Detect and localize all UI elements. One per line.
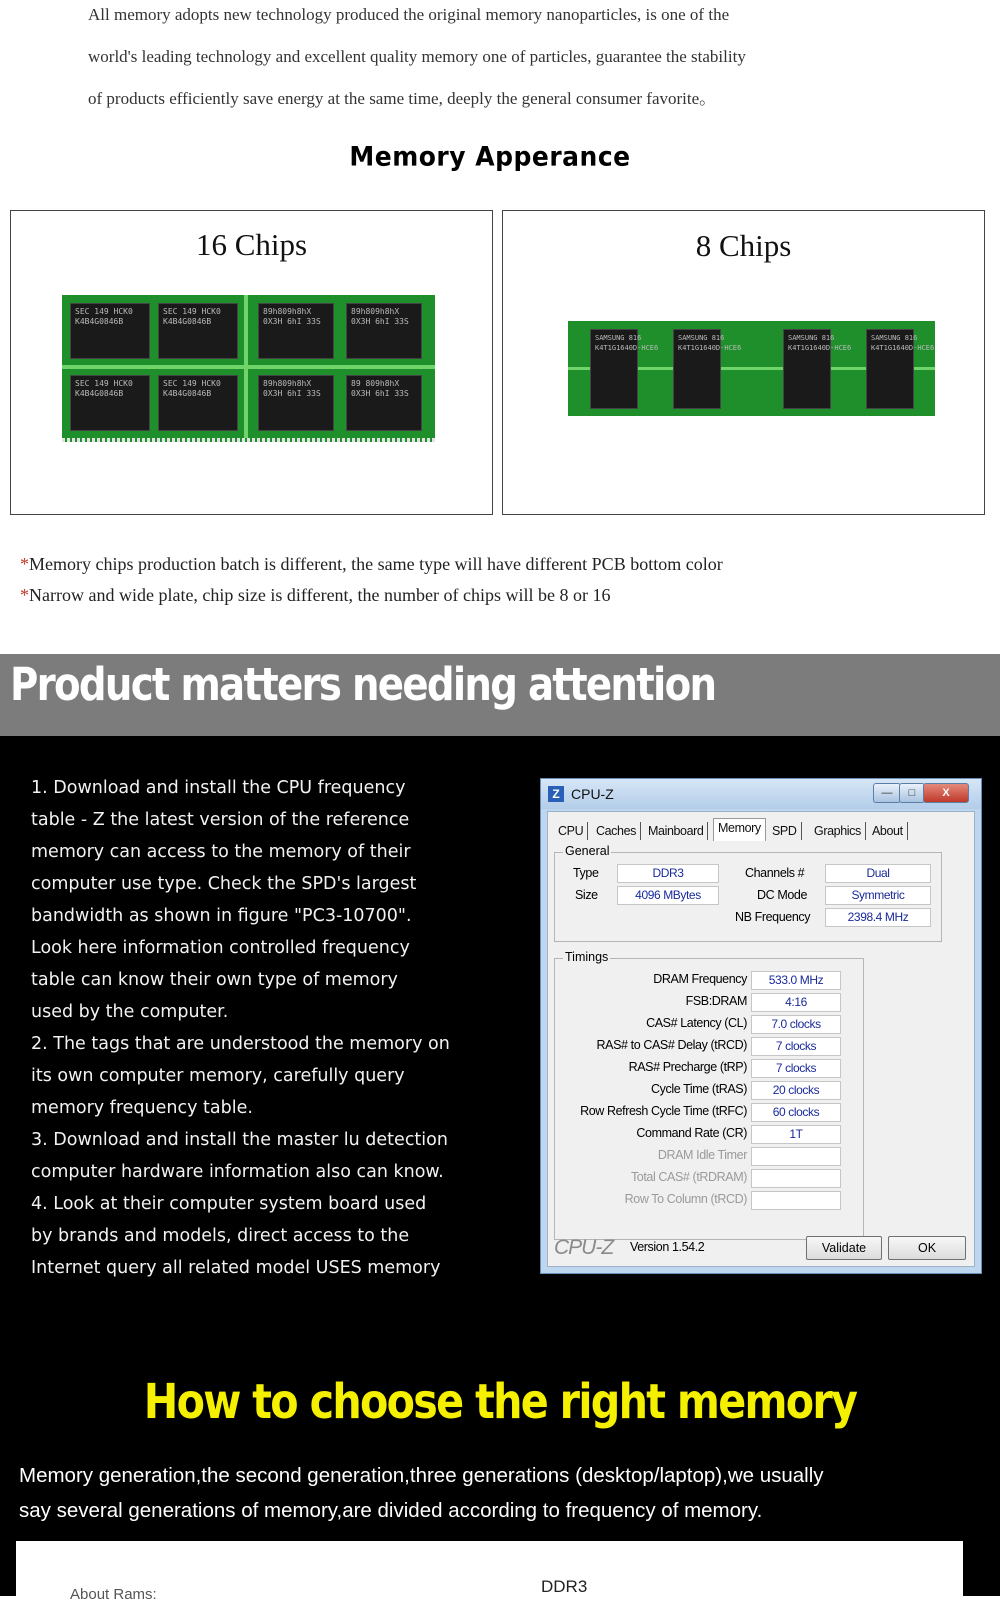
memory-chip: SEC 149 HCK0 K4B4G0846B <box>70 375 150 431</box>
timing-value: 7.0 clocks <box>751 1015 841 1034</box>
timing-label: DRAM Frequency <box>653 972 747 986</box>
timing-label: Row To Column (tRCD) <box>624 1192 747 1206</box>
attention-steps <box>31 772 451 1284</box>
memory-chip: 89h809h8hX 0X3H 6hI 33S <box>258 375 334 431</box>
ddr3-label: DDR3 <box>541 1577 588 1596</box>
note-marker: * <box>20 585 29 605</box>
tab-cpu[interactable]: CPU <box>554 822 588 840</box>
tab-memory[interactable]: Memory <box>713 818 766 841</box>
step-line: its own computer memory, carefully query <box>31 1066 405 1086</box>
cpuz-tabs <box>554 816 968 840</box>
desc-line: say several generations of memory,are divided according to frequency of memory. <box>19 1499 763 1522</box>
step-line: 2. The tags that are understood the memory on <box>31 1034 450 1054</box>
memory-chip: 89h809h8hX 0X3H 6hI 33S <box>258 303 334 359</box>
timing-label: RAS# Precharge (tRP) <box>628 1060 747 1074</box>
timing-value: 60 clocks <box>751 1103 841 1122</box>
timing-value: 533.0 MHz <box>751 971 841 990</box>
step-line: 3. Download and install the master lu detection <box>31 1130 448 1150</box>
tab-caches[interactable]: Caches <box>592 822 641 840</box>
timing-label: DRAM Idle Timer <box>657 1148 747 1162</box>
memory-chip: SAMSUNG 816 K4T1G1640D-HCE6 <box>783 329 831 409</box>
intro-line: All memory adopts new technology produced the original memory nanoparticles, is one of the <box>88 5 730 24</box>
memory-chip: SEC 149 HCK0 K4B4G0846B <box>70 303 150 359</box>
rams-card <box>16 1541 963 1611</box>
tab-mainboard[interactable]: Mainboard <box>644 822 708 840</box>
nbfreq-label: NB Frequency <box>735 910 811 924</box>
dcmode-label: DC Mode <box>757 888 807 902</box>
timing-value <box>751 1169 841 1188</box>
step-line: memory can access to the memory of their <box>31 842 411 862</box>
timing-value: 4:16 <box>751 993 841 1012</box>
channels-value: Dual <box>825 864 931 883</box>
step-line: memory frequency table. <box>31 1098 253 1118</box>
step-line: 1. Download and install the CPU frequency <box>31 778 406 798</box>
desc-line: Memory generation,the second generation,three generations (desktop/laptop),we usually <box>19 1464 824 1487</box>
memory-chip: SEC 149 HCK0 K4B4G0846B <box>158 303 238 359</box>
general-label: General <box>565 844 610 858</box>
chip-panel-16 <box>10 210 493 515</box>
note-item: *Narrow and wide plate, chip size is different, the number of chips will be 8 or 16 <box>20 585 611 605</box>
cpuz-window <box>540 778 982 1274</box>
intro-line: of products efficiently save energy at the same time, deeply the general consumer favorite。 <box>88 89 717 108</box>
attention-title: Product matters needing attention <box>10 658 716 711</box>
cpuz-version: Version 1.54.2 <box>630 1240 705 1254</box>
intro-paragraph <box>88 0 948 120</box>
memory-chip: 89 809h8hX 0X3H 6hI 33S <box>346 375 422 431</box>
timing-value: 1T <box>751 1125 841 1144</box>
size-label: Size <box>575 888 598 902</box>
chip-panel-title: 8 Chips <box>695 228 792 263</box>
timing-value: 20 clocks <box>751 1081 841 1100</box>
pcb-16-chips-image <box>62 295 435 442</box>
timing-label: Cycle Time (tRAS) <box>651 1082 747 1096</box>
intro-line: world's leading technology and excellent quality memory one of particles, guarantee the stability <box>88 47 746 66</box>
step-line: computer use type. Check the SPD's largest <box>31 874 417 894</box>
dcmode-value: Symmetric <box>825 886 931 905</box>
timing-value <box>751 1147 841 1166</box>
tab-about[interactable]: About <box>868 822 908 840</box>
close-icon[interactable]: X <box>923 783 969 803</box>
timing-value: 7 clocks <box>751 1059 841 1078</box>
note-item: *Memory chips production batch is different, the same type will have different PCB bottom color <box>20 554 723 574</box>
chip-panel-8 <box>502 210 985 515</box>
timings-group <box>554 950 864 1240</box>
ok-button[interactable]: OK <box>888 1236 966 1260</box>
type-label: Type <box>573 866 599 880</box>
validate-button[interactable]: Validate <box>806 1236 882 1260</box>
choose-memory-desc <box>19 1458 994 1528</box>
timing-label: Row Refresh Cycle Time (tRFC) <box>580 1104 747 1118</box>
step-line: by brands and models, direct access to the <box>31 1226 410 1246</box>
cpuz-window-title: CPU-Z <box>571 786 614 802</box>
nbfreq-value: 2398.4 MHz <box>825 908 931 927</box>
size-value: 4096 MBytes <box>617 886 719 905</box>
tab-spd[interactable]: SPD <box>768 822 802 840</box>
notes <box>20 549 723 611</box>
pcb-8-chips-image <box>568 321 935 416</box>
maximize-icon[interactable]: □ <box>899 783 925 803</box>
step-line: Internet query all related model USES memory <box>31 1258 441 1278</box>
step-line: Look here information controlled frequency <box>31 938 410 958</box>
step-line: used by the computer. <box>31 1002 229 1022</box>
memory-chip: SAMSUNG 816 K4T1G1640D-HCE6 <box>673 329 721 409</box>
step-line: table - Z the latest version of the reference <box>31 810 410 830</box>
tab-graphics[interactable]: Graphics <box>810 822 866 840</box>
timing-label: RAS# to CAS# Delay (tRCD) <box>596 1038 747 1052</box>
timing-label: CAS# Latency (CL) <box>646 1016 747 1030</box>
timing-value <box>751 1191 841 1210</box>
memory-chip: SAMSUNG 816 K4T1G1640D-HCE6 <box>590 329 638 409</box>
timing-label: Total CAS# (tRDRAM) <box>630 1170 747 1184</box>
cpuz-brand-logo: CPU-Z <box>554 1236 614 1259</box>
step-line: computer hardware information also can know. <box>31 1162 444 1182</box>
note-marker: * <box>20 554 29 574</box>
timing-value: 7 clocks <box>751 1037 841 1056</box>
timing-label: Command Rate (CR) <box>636 1126 747 1140</box>
memory-chip: SEC 149 HCK0 K4B4G0846B <box>158 375 238 431</box>
general-group <box>554 844 942 942</box>
timings-label: Timings <box>565 950 609 964</box>
minimize-icon[interactable]: — <box>873 783 901 803</box>
choose-memory-title: How to choose the right memory <box>143 1374 857 1430</box>
memory-chip: SAMSUNG 816 K4T1G1640D-HCE6 <box>866 329 914 409</box>
cpuz-app-icon: Z <box>548 786 564 802</box>
memory-appearance-title: Memory Apperance <box>349 141 631 172</box>
step-line: 4. Look at their computer system board used <box>31 1194 427 1214</box>
step-line: table can know their own type of memory <box>31 970 398 990</box>
memory-chip: 89h809h8hX 0X3H 6hI 33S <box>346 303 422 359</box>
cpuz-titlebar[interactable] <box>541 779 981 809</box>
timing-label: FSB:DRAM <box>685 994 747 1008</box>
type-value: DDR3 <box>617 864 719 883</box>
channels-label: Channels # <box>745 866 805 880</box>
step-line: bandwidth as shown in figure "PC3-10700". <box>31 906 412 926</box>
about-rams-label: About Rams: <box>70 1586 157 1603</box>
chip-panel-title: 16 Chips <box>195 227 308 262</box>
cpuz-body <box>547 811 975 1267</box>
